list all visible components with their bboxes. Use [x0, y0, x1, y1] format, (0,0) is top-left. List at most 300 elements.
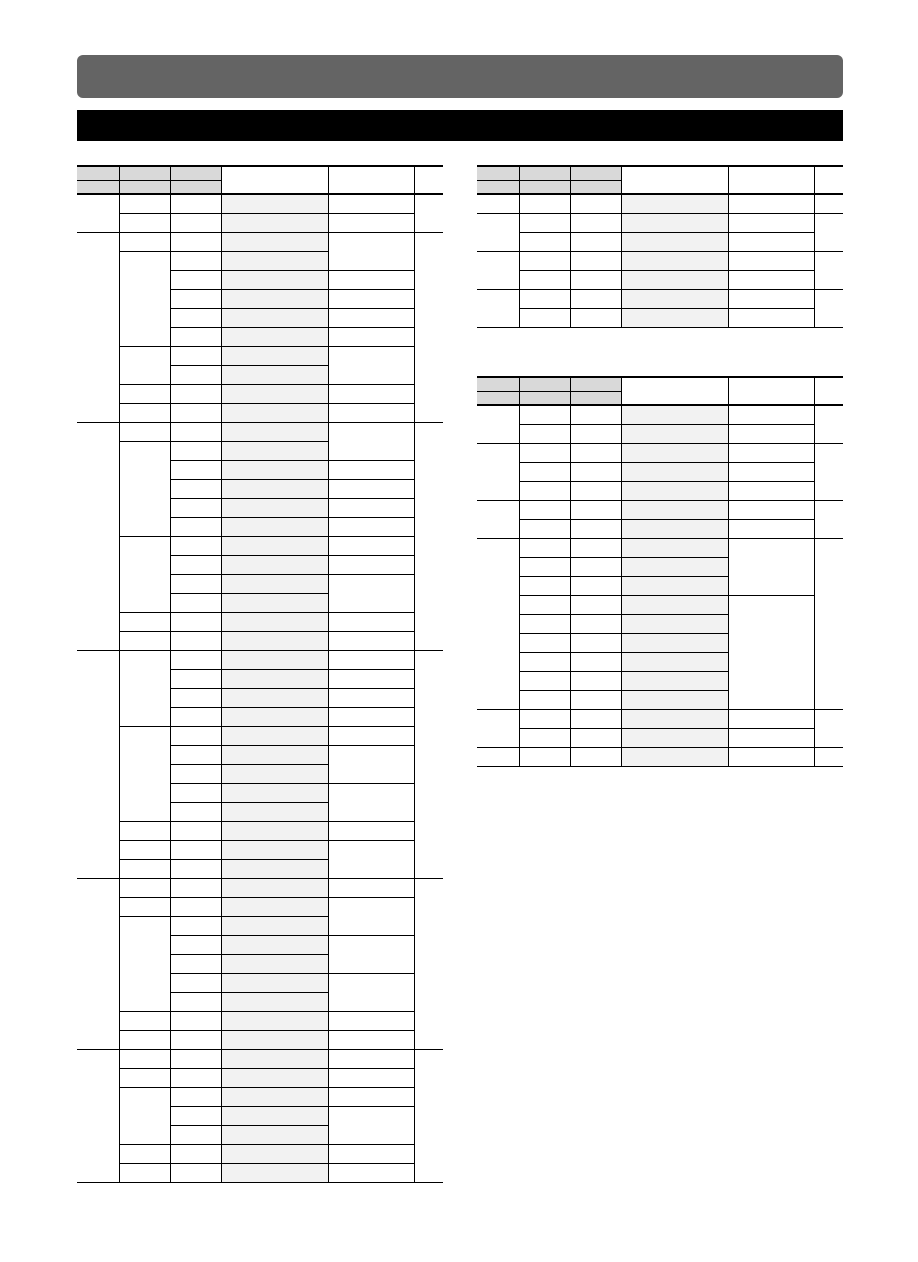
- table-cell: [170, 213, 221, 232]
- header-cell: [119, 180, 170, 194]
- table-cell: [119, 916, 170, 1011]
- table-cell: [570, 728, 621, 747]
- table-cell: [221, 403, 328, 422]
- table-cell: [221, 840, 328, 859]
- table-cell: [221, 916, 328, 935]
- header-cell: [728, 166, 814, 194]
- table-cell: [728, 270, 814, 289]
- table-cell: [328, 1163, 414, 1182]
- table-cell: [414, 194, 443, 232]
- table-cell: [221, 669, 328, 688]
- table-cell: [621, 557, 728, 576]
- table-cell: [328, 1030, 414, 1049]
- table-cell: [328, 213, 414, 232]
- table-cell: [728, 405, 814, 424]
- table-cell: [728, 443, 814, 462]
- table-cell: [170, 1011, 221, 1030]
- table-cell: [221, 783, 328, 802]
- table-cell: [170, 517, 221, 536]
- table-cell: [414, 650, 443, 878]
- table-cell: [328, 1049, 414, 1068]
- table-cell: [221, 1106, 328, 1125]
- table-cell: [621, 308, 728, 327]
- table-cell: [119, 859, 170, 878]
- table-cell: [519, 557, 570, 576]
- header-cell: [477, 166, 519, 180]
- group-cell: [77, 194, 119, 232]
- table-cell: [519, 308, 570, 327]
- table-cell: [328, 897, 414, 935]
- group-cell: [477, 251, 519, 289]
- table-cell: [570, 557, 621, 576]
- table-cell: [328, 517, 414, 536]
- header-cell: [519, 166, 570, 180]
- table-cell: [728, 308, 814, 327]
- table-cell: [621, 652, 728, 671]
- table-cell: [170, 270, 221, 289]
- table-cell: [328, 194, 414, 213]
- table-cell: [170, 821, 221, 840]
- table-cell: [119, 650, 170, 726]
- table-cell: [221, 498, 328, 517]
- table-cell: [519, 481, 570, 500]
- table-cell: [221, 973, 328, 992]
- table-cell: [119, 612, 170, 631]
- table-cell: [621, 671, 728, 690]
- table-cell: [170, 460, 221, 479]
- table-cell: [728, 424, 814, 443]
- table-cell: [221, 1144, 328, 1163]
- table-cell: [519, 671, 570, 690]
- table-cell: [170, 365, 221, 384]
- table-cell: [328, 479, 414, 498]
- header-cell: [570, 166, 621, 180]
- table-cell: [170, 1068, 221, 1087]
- table-cell: [328, 232, 414, 270]
- table-cell: [814, 443, 843, 500]
- table-cell: [170, 669, 221, 688]
- header-cell: [519, 391, 570, 405]
- table-cell: [570, 538, 621, 557]
- table-cell: [570, 633, 621, 652]
- table-cell: [221, 1087, 328, 1106]
- table-cell: [221, 574, 328, 593]
- table-cell: [519, 576, 570, 595]
- table-cell: [621, 728, 728, 747]
- table-cell: [119, 1144, 170, 1163]
- table-cell: [170, 859, 221, 878]
- table-cell: [814, 251, 843, 289]
- table-cell: [519, 747, 570, 766]
- table-cell: [221, 764, 328, 783]
- table-cell: [221, 384, 328, 403]
- table-cell: [570, 308, 621, 327]
- table-cell: [621, 462, 728, 481]
- table-cell: [519, 424, 570, 443]
- table-cell: [621, 747, 728, 766]
- table-cell: [519, 462, 570, 481]
- table-cell: [221, 479, 328, 498]
- table-cell: [221, 726, 328, 745]
- table-cell: [170, 479, 221, 498]
- table-cell: [119, 878, 170, 897]
- table-cell: [170, 498, 221, 517]
- table-cell: [621, 633, 728, 652]
- header-cell: [170, 180, 221, 194]
- table-cell: [119, 384, 170, 403]
- table-cell: [621, 481, 728, 500]
- table-cell: [728, 500, 814, 519]
- table-cell: [119, 897, 170, 916]
- header-cell: [119, 166, 170, 180]
- group-cell: [477, 500, 519, 538]
- table-cell: [119, 441, 170, 536]
- table-cell: [570, 213, 621, 232]
- table-cell: [570, 519, 621, 538]
- table-cell: [170, 840, 221, 859]
- table-cell: [119, 1068, 170, 1087]
- group-cell: [477, 289, 519, 327]
- table-cell: [570, 614, 621, 633]
- table-cell: [728, 519, 814, 538]
- group-cell: [77, 232, 119, 422]
- table-cell: [814, 213, 843, 251]
- table-cell: [119, 821, 170, 840]
- left-parameter-table: [77, 165, 443, 1183]
- table-cell: [519, 251, 570, 270]
- table-cell: [170, 593, 221, 612]
- table-cell: [170, 1163, 221, 1182]
- table-cell: [570, 576, 621, 595]
- table-cell: [570, 443, 621, 462]
- group-cell: [477, 194, 519, 213]
- table-cell: [328, 783, 414, 821]
- table-cell: [170, 346, 221, 365]
- table-cell: [519, 728, 570, 747]
- table-cell: [221, 707, 328, 726]
- table-cell: [728, 289, 814, 308]
- group-cell: [77, 422, 119, 650]
- table-cell: [414, 422, 443, 650]
- table-cell: [328, 1106, 414, 1144]
- table-cell: [328, 840, 414, 878]
- table-cell: [519, 595, 570, 614]
- table-cell: [519, 652, 570, 671]
- table-cell: [728, 194, 814, 213]
- table-cell: [221, 555, 328, 574]
- table-cell: [570, 690, 621, 709]
- table-cell: [328, 346, 414, 384]
- table-cell: [328, 1144, 414, 1163]
- table-cell: [170, 688, 221, 707]
- header-cell: [570, 180, 621, 194]
- table-cell: [621, 232, 728, 251]
- table-cell: [119, 1011, 170, 1030]
- table-cell: [170, 555, 221, 574]
- table-cell: [221, 441, 328, 460]
- table-cell: [221, 1011, 328, 1030]
- header-cell: [477, 180, 519, 194]
- table-cell: [519, 519, 570, 538]
- table-cell: [328, 1068, 414, 1087]
- table-cell: [570, 709, 621, 728]
- table-cell: [170, 802, 221, 821]
- table-cell: [519, 289, 570, 308]
- table-cell: [814, 500, 843, 538]
- table-cell: [170, 631, 221, 650]
- table-cell: [621, 576, 728, 595]
- group-cell: [77, 650, 119, 878]
- table-cell: [221, 631, 328, 650]
- table-cell: [221, 270, 328, 289]
- table-cell: [221, 1030, 328, 1049]
- table-cell: [221, 289, 328, 308]
- table-cell: [570, 481, 621, 500]
- table-cell: [519, 232, 570, 251]
- table-cell: [119, 536, 170, 612]
- table-cell: [728, 251, 814, 270]
- table-cell: [170, 973, 221, 992]
- group-cell: [77, 1049, 119, 1182]
- table-cell: [221, 346, 328, 365]
- right-parameter-table-top: [477, 165, 843, 328]
- table-cell: [170, 289, 221, 308]
- table-cell: [221, 897, 328, 916]
- header-cell: [621, 377, 728, 405]
- table-cell: [621, 595, 728, 614]
- table-cell: [170, 308, 221, 327]
- table-cell: [414, 878, 443, 1049]
- table-cell: [728, 232, 814, 251]
- table-cell: [570, 232, 621, 251]
- table-cell: [221, 859, 328, 878]
- table-cell: [170, 1106, 221, 1125]
- table-cell: [621, 289, 728, 308]
- table-cell: [221, 593, 328, 612]
- table-cell: [621, 251, 728, 270]
- table-cell: [119, 251, 170, 346]
- table-cell: [119, 1163, 170, 1182]
- table-cell: [621, 538, 728, 557]
- table-cell: [621, 424, 728, 443]
- table-cell: [170, 764, 221, 783]
- group-cell: [77, 878, 119, 1049]
- table-cell: [170, 1030, 221, 1049]
- table-cell: [221, 745, 328, 764]
- table-cell: [728, 709, 814, 728]
- table-cell: [170, 935, 221, 954]
- table-cell: [119, 346, 170, 384]
- table-cell: [570, 424, 621, 443]
- table-cell: [570, 500, 621, 519]
- table-cell: [328, 726, 414, 745]
- table-cell: [221, 650, 328, 669]
- group-cell: [477, 405, 519, 443]
- header-cell: [77, 180, 119, 194]
- header-cell: [814, 166, 843, 194]
- table-cell: [328, 384, 414, 403]
- table-cell: [814, 747, 843, 766]
- table-cell: [170, 612, 221, 631]
- table-cell: [170, 403, 221, 422]
- table-cell: [221, 1125, 328, 1144]
- table-cell: [119, 726, 170, 821]
- header-cell: [477, 391, 519, 405]
- table-cell: [170, 251, 221, 270]
- header-cell: [519, 180, 570, 194]
- table-cell: [621, 614, 728, 633]
- table-cell: [221, 821, 328, 840]
- table-cell: [814, 709, 843, 747]
- table-cell: [519, 614, 570, 633]
- table-cell: [221, 802, 328, 821]
- table-cell: [519, 270, 570, 289]
- table-cell: [221, 1049, 328, 1068]
- chapter-header-bar: [77, 55, 843, 98]
- table-cell: [328, 555, 414, 574]
- table-cell: [221, 517, 328, 536]
- table-cell: [570, 194, 621, 213]
- table-cell: [621, 690, 728, 709]
- table-cell: [221, 992, 328, 1011]
- table-cell: [170, 745, 221, 764]
- table-cell: [414, 232, 443, 422]
- table-cell: [814, 289, 843, 327]
- table-cell: [621, 519, 728, 538]
- table-cell: [221, 308, 328, 327]
- table-cell: [814, 194, 843, 213]
- table-cell: [170, 897, 221, 916]
- table-cell: [414, 1049, 443, 1182]
- table-cell: [519, 405, 570, 424]
- header-cell: [570, 377, 621, 391]
- table-cell: [519, 709, 570, 728]
- table-cell: [728, 538, 814, 595]
- table-cell: [119, 422, 170, 441]
- table-cell: [621, 500, 728, 519]
- table-cell: [119, 631, 170, 650]
- header-cell: [814, 377, 843, 405]
- table-cell: [328, 289, 414, 308]
- header-cell: [477, 377, 519, 391]
- table-cell: [570, 251, 621, 270]
- table-cell: [119, 840, 170, 859]
- table-cell: [621, 405, 728, 424]
- table-cell: [328, 498, 414, 517]
- table-cell: [728, 481, 814, 500]
- table-cell: [570, 595, 621, 614]
- table-cell: [728, 213, 814, 232]
- header-cell: [328, 166, 414, 194]
- header-cell: [728, 377, 814, 405]
- table-cell: [519, 213, 570, 232]
- table-cell: [170, 1125, 221, 1144]
- table-cell: [328, 327, 414, 346]
- table-cell: [170, 992, 221, 1011]
- table-cell: [728, 728, 814, 747]
- table-cell: [119, 213, 170, 232]
- table-cell: [170, 194, 221, 213]
- table-cell: [570, 671, 621, 690]
- table-cell: [328, 669, 414, 688]
- group-cell: [477, 747, 519, 766]
- table-cell: [170, 783, 221, 802]
- table-cell: [328, 574, 414, 612]
- table-cell: [621, 213, 728, 232]
- table-cell: [519, 500, 570, 519]
- section-header-bar: [77, 110, 843, 141]
- table-cell: [221, 688, 328, 707]
- table-cell: [170, 384, 221, 403]
- header-cell: [221, 166, 328, 194]
- table-cell: [621, 709, 728, 728]
- table-cell: [221, 1068, 328, 1087]
- table-cell: [119, 1087, 170, 1144]
- table-cell: [519, 633, 570, 652]
- group-cell: [477, 443, 519, 500]
- right-parameter-table-bottom: [477, 376, 843, 767]
- table-cell: [170, 422, 221, 441]
- table-cell: [621, 443, 728, 462]
- table-cell: [221, 422, 328, 441]
- table-cell: [221, 232, 328, 251]
- table-cell: [119, 194, 170, 213]
- table-cell: [170, 1049, 221, 1068]
- header-cell: [414, 166, 443, 194]
- table-cell: [221, 1163, 328, 1182]
- table-cell: [621, 194, 728, 213]
- table-cell: [570, 405, 621, 424]
- table-cell: [328, 270, 414, 289]
- table-cell: [221, 536, 328, 555]
- table-cell: [519, 194, 570, 213]
- table-cell: [328, 403, 414, 422]
- table-cell: [328, 821, 414, 840]
- table-cell: [221, 460, 328, 479]
- table-cell: [570, 289, 621, 308]
- table-cell: [328, 422, 414, 460]
- table-cell: [170, 536, 221, 555]
- header-cell: [77, 166, 119, 180]
- table-cell: [221, 213, 328, 232]
- table-cell: [119, 1049, 170, 1068]
- table-cell: [221, 365, 328, 384]
- group-cell: [477, 538, 519, 709]
- table-cell: [170, 327, 221, 346]
- table-cell: [570, 462, 621, 481]
- table-cell: [328, 631, 414, 650]
- table-cell: [328, 707, 414, 726]
- table-cell: [570, 747, 621, 766]
- table-cell: [328, 612, 414, 631]
- header-cell: [170, 166, 221, 180]
- table-cell: [170, 878, 221, 897]
- table-cell: [570, 270, 621, 289]
- table-cell: [221, 327, 328, 346]
- table-cell: [519, 538, 570, 557]
- table-cell: [119, 403, 170, 422]
- table-cell: [221, 878, 328, 897]
- table-cell: [814, 538, 843, 709]
- table-cell: [170, 1144, 221, 1163]
- table-cell: [170, 650, 221, 669]
- table-cell: [221, 251, 328, 270]
- table-cell: [221, 954, 328, 973]
- table-cell: [728, 462, 814, 481]
- table-cell: [328, 973, 414, 1011]
- table-cell: [170, 916, 221, 935]
- table-cell: [170, 726, 221, 745]
